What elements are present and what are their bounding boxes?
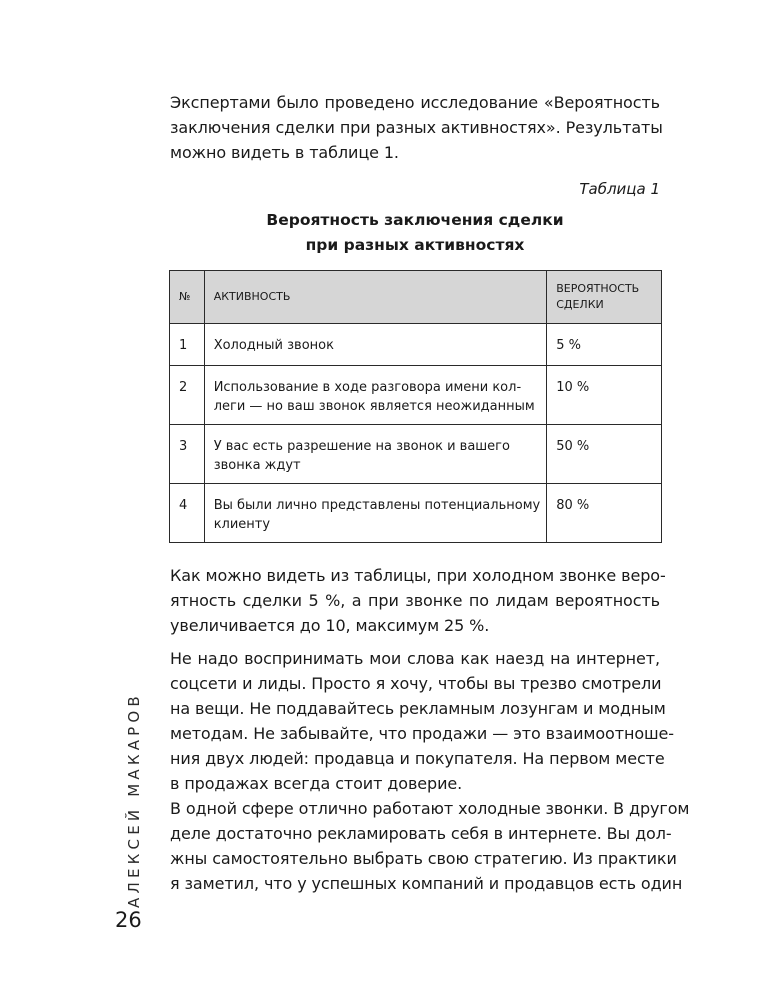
paragraph-1 xyxy=(170,563,666,638)
text-line: соцсети и лиды. Просто я хочу, чтобы вы трезво смотрели xyxy=(170,674,662,693)
table-title-line: Вероятность заключения сделки xyxy=(266,211,564,229)
text-line: методам. Не забывайте, что продажи — это взаимоотноше- xyxy=(170,724,674,743)
header-probability-line: СДЕЛКИ xyxy=(556,298,604,311)
table-label: Таблица 1 xyxy=(579,180,660,198)
paragraph-2 xyxy=(170,646,674,796)
row-num: 3 xyxy=(170,425,205,484)
text-line: ятность сделки 5 %, а при звонке по лидам вероятность xyxy=(170,591,660,610)
table-header-row xyxy=(170,271,662,324)
row-num: 4 xyxy=(170,484,205,543)
row-activity xyxy=(204,484,547,543)
header-num: № xyxy=(170,271,205,324)
text-line: Экспертами было проведено исследование «Вероятность xyxy=(170,93,660,112)
text-line: увеличивается до 10, максимум 25 %. xyxy=(170,616,490,635)
text-line: заключения сделки при разных активностях». Результаты xyxy=(170,118,663,137)
text-line: Не надо воспринимать мои слова как наезд на интернет, xyxy=(170,649,660,668)
text-line: деле достаточно рекламировать себя в интернете. Вы дол- xyxy=(170,824,672,843)
row-probability: 50 % xyxy=(547,425,662,484)
header-probability xyxy=(547,271,662,324)
page-number: 26 xyxy=(115,908,142,932)
text-line: В одной сфере отлично работают холодные звонки. В другом xyxy=(170,799,690,818)
row-activity-line: звонка ждут xyxy=(213,458,301,473)
table-title-line: при разных активностях xyxy=(305,236,525,254)
row-activity xyxy=(204,366,547,425)
text-line: Как можно видеть из таблицы, при холодном звонке веро- xyxy=(170,566,666,585)
row-activity-line: Использование в ходе разговора имени кол- xyxy=(213,380,522,395)
text-line: в продажах всегда стоит доверие. xyxy=(170,774,463,793)
paragraph-3 xyxy=(170,796,690,896)
row-activity-line: У вас есть разрешение на звонок и вашего xyxy=(213,439,510,454)
header-probability-line: ВЕРОЯТНОСТЬ xyxy=(556,282,640,295)
row-activity xyxy=(204,324,547,366)
side-author-name: АЛЕКСЕЙ МАКАРОВ xyxy=(125,692,143,908)
intro-paragraph xyxy=(170,90,663,165)
text-line: ния двух людей: продавца и покупателя. На первом месте xyxy=(170,749,665,768)
row-probability: 80 % xyxy=(547,484,662,543)
row-probability: 5 % xyxy=(547,324,662,366)
table-row xyxy=(170,366,662,425)
row-num: 1 xyxy=(170,324,205,366)
table-title xyxy=(170,208,660,258)
table-row xyxy=(170,425,662,484)
text-line: жны самостоятельно выбрать свою стратегию. Из практики xyxy=(170,849,677,868)
row-probability: 10 % xyxy=(547,366,662,425)
row-num: 2 xyxy=(170,366,205,425)
probability-table xyxy=(169,270,662,543)
text-line: на вещи. Не поддавайтесь рекламным лозунгам и модным xyxy=(170,699,666,718)
text-line: я заметил, что у успешных компаний и продавцов есть один xyxy=(170,874,683,893)
header-activity: АКТИВНОСТЬ xyxy=(204,271,547,324)
row-activity-line: леги — но ваш звонок является неожиданным xyxy=(213,399,535,414)
row-activity-line: Вы были лично представлены потенциальному xyxy=(213,498,541,513)
table-row xyxy=(170,484,662,543)
table-row xyxy=(170,324,662,366)
text-line: можно видеть в таблице 1. xyxy=(170,143,399,162)
row-activity-line: Холодный звонок xyxy=(213,338,334,353)
row-activity xyxy=(204,425,547,484)
row-activity-line: клиенту xyxy=(213,517,271,532)
